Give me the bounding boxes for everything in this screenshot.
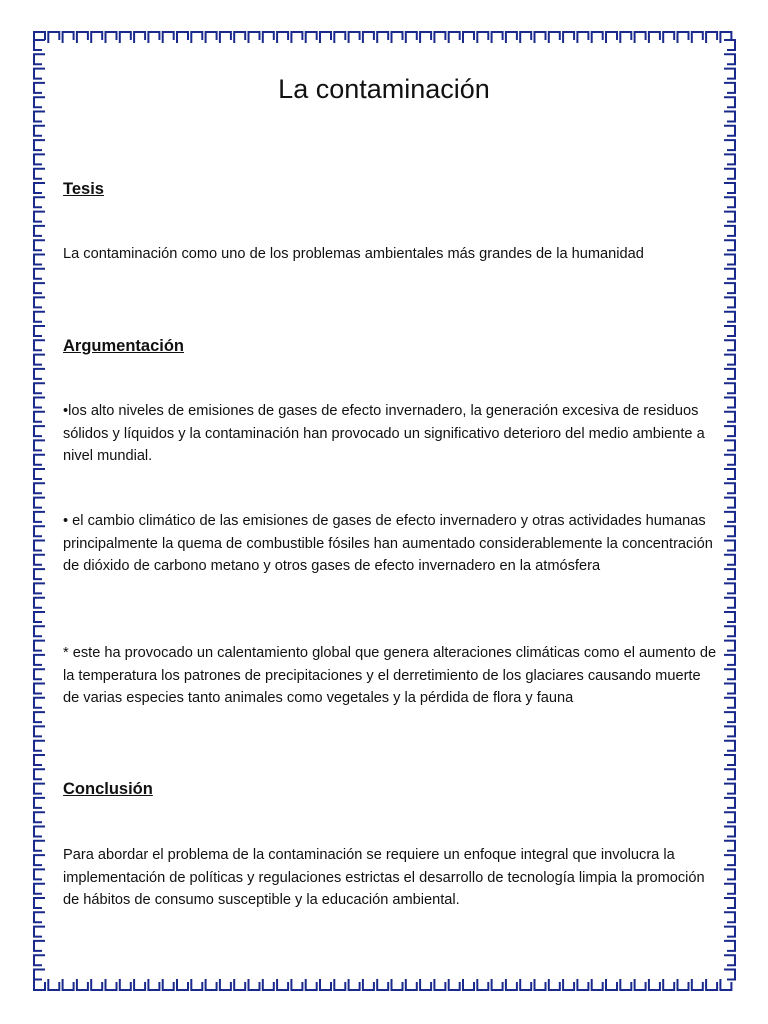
heading-tesis: Tesis [63,180,104,198]
paragraph-argumentacion-2: • el cambio climático de las emisiones de gases de efecto invernadero y otras actividades humanas principalmente la quema de combustible fósiles han aumentado considerablemente la concentración de dióxido de carbono metano y otros gases de efecto invernadero en la atmósfera [63,513,713,575]
paragraph-argumentacion-1: •los alto niveles de emisiones de gases de efecto invernadero, la generación excesiva de residuos sólidos y líquidos y la contaminación han provocado un significativo deterioro del medio ambiente a nivel mundial. [63,403,705,465]
document-title: La contaminación [278,74,490,104]
heading-conclusion: Conclusión [63,780,153,798]
paragraph-argumentacion-3: * este ha provocado un calentamiento global que genera alteraciones climáticas como el aumento de la temperatura los patrones de precipitaciones y el derretimiento de los glaciares causando muerte de varias especies tanto animales como vegetales y la pérdida de flora y fauna [63,645,717,707]
paragraph-conclusion: Para abordar el problema de la contaminación se requiere un enfoque integral que involucra la implementación de políticas y regulaciones estrictas el desarrollo de tecnología limpia la promoción de hábitos de consumo susceptible y la educación ambiental. [63,847,705,909]
heading-argumentacion: Argumentación [63,337,185,355]
paragraph-tesis: La contaminación como uno de los problemas ambientales más grandes de la humanidad [63,246,644,262]
